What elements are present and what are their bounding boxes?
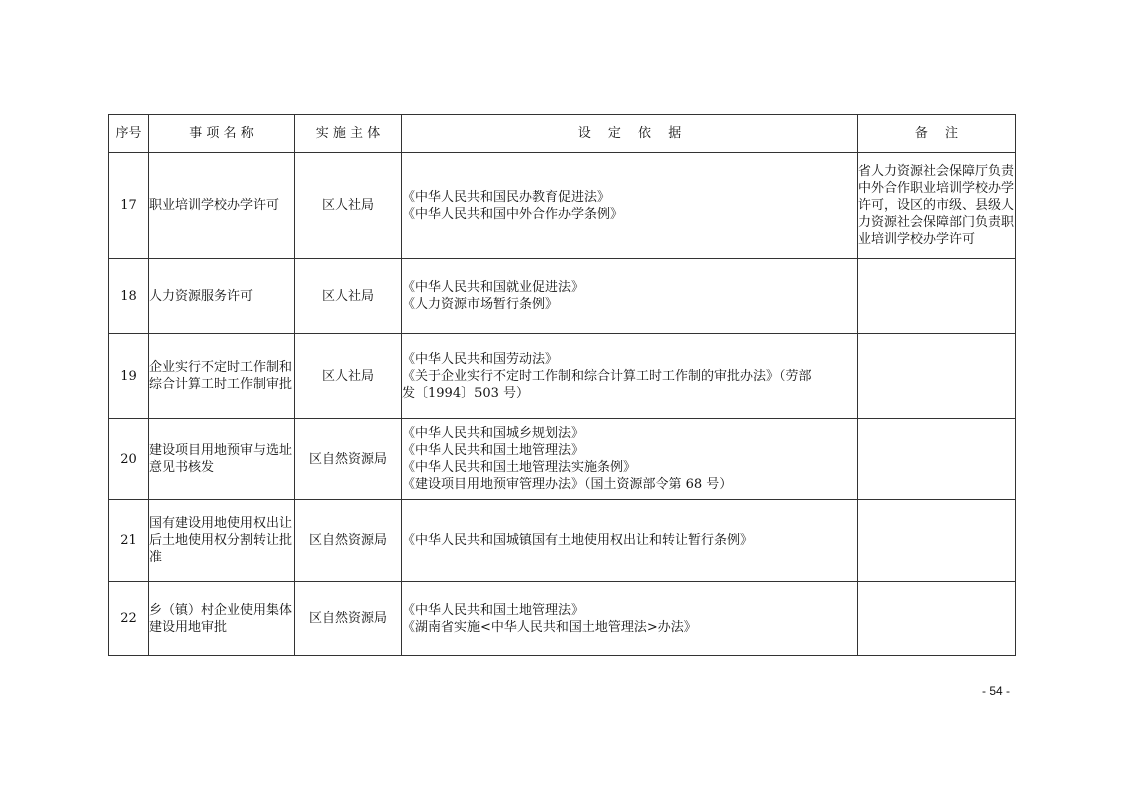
- row-legal-basis: [402, 334, 858, 419]
- page-number: - 54 -: [982, 684, 1011, 698]
- table-row: [109, 259, 1016, 334]
- table-row: [109, 419, 1016, 500]
- row-implementing-body: 区人社局: [295, 334, 402, 419]
- row-serial-number: 19: [109, 334, 149, 419]
- row-legal-basis: [402, 500, 858, 582]
- table-row: [109, 582, 1016, 656]
- row-implementing-body: 区人社局: [295, 259, 402, 334]
- legal-basis-line: 《湖南省实施<中华人民共和国土地管理法>办法》: [402, 619, 697, 635]
- row-serial-number: 22: [109, 582, 149, 656]
- row-legal-basis: [402, 259, 858, 334]
- row-implementing-body: 区人社局: [295, 153, 402, 259]
- row-remarks: 省人力资源社会保障厅负责中外合作职业培训学校办学许可，设区的市级、县级人力资源社会保障部门负责职业培训学校办学许可: [858, 153, 1016, 259]
- legal-basis-line: 《建设项目用地预审管理办法》（国土资源部令第 68 号）: [402, 477, 733, 492]
- row-remarks: [858, 334, 1016, 419]
- row-remarks: [858, 259, 1016, 334]
- legal-basis-line: 《中华人民共和国土地管理法》: [402, 443, 585, 458]
- approval-items-table: [108, 114, 1016, 656]
- header-serial-number: 序号: [109, 115, 149, 153]
- legal-basis-line: 发〔1994〕503 号）: [402, 385, 530, 401]
- row-item-name: 企业实行不定时工作制和综合计算工时工作制审批: [149, 334, 295, 419]
- legal-basis-line: 《中华人民共和国城乡规划法》: [402, 426, 585, 441]
- legal-basis-line: 《中华人民共和国土地管理法实施条例》: [402, 460, 637, 475]
- legal-basis-line: 《人力资源市场暂行条例》: [402, 297, 559, 312]
- legal-basis-line: 《中华人民共和国劳动法》: [402, 351, 559, 367]
- legal-basis-line: 《关于企业实行不定时工作制和综合计算工时工作制的审批办法》（劳部: [402, 368, 812, 384]
- header-legal-basis: 设 定 依 据: [402, 115, 858, 153]
- row-item-name: 职业培训学校办学许可: [149, 153, 295, 259]
- table-row: [109, 153, 1016, 259]
- row-legal-basis: [402, 153, 858, 259]
- header-item-name: 事 项 名 称: [149, 115, 295, 153]
- row-legal-basis: [402, 582, 858, 656]
- row-item-name: 国有建设用地使用权出让后土地使用权分割转让批准: [149, 500, 295, 582]
- row-implementing-body: 区自然资源局: [295, 500, 402, 582]
- legal-basis-line: 《中华人民共和国土地管理法》: [402, 602, 585, 618]
- row-legal-basis: [402, 419, 858, 500]
- legal-basis-line: 《中华人民共和国中外合作办学条例》: [402, 206, 624, 222]
- row-item-name: 人力资源服务许可: [149, 259, 295, 334]
- table-header-row: [109, 115, 1016, 153]
- header-implementing-body: 实 施 主 体: [295, 115, 402, 153]
- legal-basis-line: 《中华人民共和国城镇国有土地使用权出让和转让暂行条例》: [402, 533, 754, 548]
- row-serial-number: 17: [109, 153, 149, 259]
- row-implementing-body: 区自然资源局: [295, 419, 402, 500]
- row-implementing-body: 区自然资源局: [295, 582, 402, 656]
- table-row: [109, 500, 1016, 582]
- row-remarks: [858, 500, 1016, 582]
- legal-basis-line: 《中华人民共和国就业促进法》: [402, 280, 585, 295]
- row-item-name: 乡（镇）村企业使用集体建设用地审批: [149, 582, 295, 656]
- header-remarks: 备 注: [858, 115, 1016, 153]
- row-remarks: [858, 582, 1016, 656]
- legal-basis-line: 《中华人民共和国民办教育促进法》: [402, 189, 611, 205]
- table-row: [109, 334, 1016, 419]
- row-serial-number: 18: [109, 259, 149, 334]
- row-serial-number: 20: [109, 419, 149, 500]
- row-serial-number: 21: [109, 500, 149, 582]
- row-remarks: [858, 419, 1016, 500]
- row-item-name: 建设项目用地预审与选址意见书核发: [149, 419, 295, 500]
